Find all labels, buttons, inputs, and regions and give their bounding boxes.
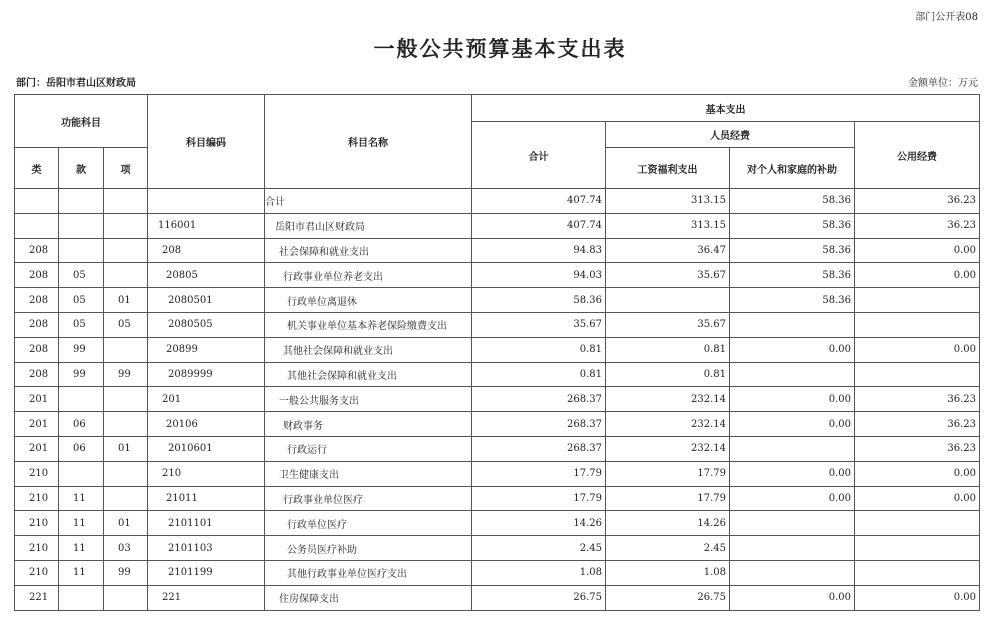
cell-name: 岳阳市君山区财政局 [265, 213, 472, 238]
cell-name: 其他社会保障和就业支出 [265, 337, 472, 362]
cell-public [855, 312, 980, 337]
cell-public: 0.00 [855, 238, 980, 263]
cell-kuan [59, 387, 104, 412]
table-row [15, 238, 980, 263]
cell-subsidy: 58.36 [730, 189, 855, 214]
header-personnel: 人员经费 [606, 122, 855, 148]
cell-public: 0.00 [855, 337, 980, 362]
cell-xiang [104, 585, 148, 610]
cell-name: 卫生健康支出 [265, 461, 472, 486]
cell-kuan: 11 [59, 560, 104, 585]
cell-total: 0.81 [472, 337, 606, 362]
table-row [15, 536, 980, 561]
cell-public [855, 511, 980, 536]
cell-subsidy: 58.36 [730, 288, 855, 313]
cell-code: 21011 [148, 486, 265, 511]
cell-lei: 208 [15, 337, 59, 362]
cell-wage: 0.81 [606, 337, 730, 362]
cell-total: 268.37 [472, 412, 606, 437]
table-row [15, 263, 980, 288]
cell-lei: 210 [15, 486, 59, 511]
cell-code: 20805 [148, 263, 265, 288]
cell-subsidy [730, 436, 855, 461]
cell-name: 行政事业单位养老支出 [265, 263, 472, 288]
cell-lei: 210 [15, 560, 59, 585]
cell-kuan: 06 [59, 412, 104, 437]
cell-lei: 221 [15, 585, 59, 610]
header-code: 科目编码 [148, 95, 265, 189]
header-public: 公用经费 [855, 122, 980, 189]
cell-total: 407.74 [472, 213, 606, 238]
cell-xiang [104, 337, 148, 362]
cell-wage: 232.14 [606, 387, 730, 412]
table-row [15, 213, 980, 238]
cell-name: 其他社会保障和就业支出 [265, 362, 472, 387]
cell-wage: 313.15 [606, 213, 730, 238]
cell-name: 住房保障支出 [265, 585, 472, 610]
table-row [15, 486, 980, 511]
cell-wage: 313.15 [606, 189, 730, 214]
cell-lei: 201 [15, 436, 59, 461]
cell-kuan: 05 [59, 263, 104, 288]
cell-lei: 210 [15, 461, 59, 486]
cell-wage: 232.14 [606, 412, 730, 437]
cell-subsidy: 0.00 [730, 461, 855, 486]
cell-xiang [104, 213, 148, 238]
cell-public [855, 362, 980, 387]
cell-kuan: 11 [59, 511, 104, 536]
cell-public [855, 288, 980, 313]
department-label: 部门：岳阳市君山区财政局 [16, 78, 136, 89]
cell-xiang [104, 263, 148, 288]
cell-public: 36.23 [855, 189, 980, 214]
cell-total: 94.83 [472, 238, 606, 263]
header-basic: 基本支出 [472, 95, 980, 122]
cell-wage: 14.26 [606, 511, 730, 536]
cell-total: 0.81 [472, 362, 606, 387]
cell-subsidy: 0.00 [730, 585, 855, 610]
cell-total: 35.67 [472, 312, 606, 337]
cell-total: 58.36 [472, 288, 606, 313]
cell-kuan: 99 [59, 362, 104, 387]
cell-lei: 210 [15, 536, 59, 561]
table-row [15, 585, 980, 610]
cell-kuan [59, 189, 104, 214]
cell-total: 1.08 [472, 560, 606, 585]
cell-code: 208 [148, 238, 265, 263]
cell-subsidy: 0.00 [730, 337, 855, 362]
cell-public [855, 560, 980, 585]
cell-kuan [59, 585, 104, 610]
table-row [15, 312, 980, 337]
cell-xiang: 99 [104, 560, 148, 585]
cell-total: 94.03 [472, 263, 606, 288]
cell-name: 财政事务 [265, 412, 472, 437]
header-subsidy: 对个人和家庭的补助 [730, 148, 855, 189]
cell-code: 221 [148, 585, 265, 610]
cell-kuan: 11 [59, 536, 104, 561]
cell-subsidy: 0.00 [730, 486, 855, 511]
cell-wage: 17.79 [606, 486, 730, 511]
cell-lei: 208 [15, 288, 59, 313]
cell-public: 36.23 [855, 387, 980, 412]
cell-public: 0.00 [855, 585, 980, 610]
cell-subsidy [730, 362, 855, 387]
cell-name: 公务员医疗补助 [265, 536, 472, 561]
cell-code: 2101103 [148, 536, 265, 561]
cell-lei: 201 [15, 412, 59, 437]
cell-xiang [104, 238, 148, 263]
cell-name: 合计 [265, 189, 472, 214]
cell-code: 2101101 [148, 511, 265, 536]
cell-code: 210 [148, 461, 265, 486]
table-row [15, 387, 980, 412]
header-func-subject: 功能科目 [15, 95, 148, 148]
cell-kuan: 11 [59, 486, 104, 511]
cell-wage: 35.67 [606, 312, 730, 337]
cell-public: 36.23 [855, 213, 980, 238]
cell-total: 407.74 [472, 189, 606, 214]
cell-wage: 0.81 [606, 362, 730, 387]
cell-code: 116001 [148, 213, 265, 238]
form-number: 部门公开表08 [915, 12, 978, 23]
cell-wage: 1.08 [606, 560, 730, 585]
cell-subsidy: 0.00 [730, 412, 855, 437]
cell-public: 0.00 [855, 486, 980, 511]
cell-kuan: 99 [59, 337, 104, 362]
cell-name: 机关事业单位基本养老保险缴费支出 [265, 312, 472, 337]
cell-kuan: 05 [59, 312, 104, 337]
cell-total: 268.37 [472, 436, 606, 461]
cell-wage [606, 288, 730, 313]
cell-subsidy [730, 536, 855, 561]
cell-code: 201 [148, 387, 265, 412]
cell-wage: 232.14 [606, 436, 730, 461]
cell-code: 2010601 [148, 436, 265, 461]
table-row [15, 189, 980, 214]
cell-kuan: 05 [59, 288, 104, 313]
header-wage: 工资福利支出 [606, 148, 730, 189]
cell-subsidy [730, 560, 855, 585]
cell-code: 2080501 [148, 288, 265, 313]
table-row [15, 560, 980, 585]
cell-name: 其他行政事业单位医疗支出 [265, 560, 472, 585]
table-row [15, 362, 980, 387]
cell-xiang: 01 [104, 436, 148, 461]
table-body [15, 189, 980, 611]
cell-kuan: 06 [59, 436, 104, 461]
cell-code [148, 189, 265, 214]
header-name: 科目名称 [265, 95, 472, 189]
cell-total: 17.79 [472, 486, 606, 511]
header-xiang: 项 [104, 148, 148, 189]
cell-lei: 208 [15, 263, 59, 288]
cell-subsidy: 58.36 [730, 213, 855, 238]
cell-xiang [104, 387, 148, 412]
cell-name: 行政运行 [265, 436, 472, 461]
cell-public [855, 536, 980, 561]
cell-name: 行政单位离退休 [265, 288, 472, 313]
cell-name: 一般公共服务支出 [265, 387, 472, 412]
cell-public: 36.23 [855, 436, 980, 461]
cell-xiang: 99 [104, 362, 148, 387]
cell-subsidy: 58.36 [730, 238, 855, 263]
cell-wage: 36.47 [606, 238, 730, 263]
cell-public: 0.00 [855, 263, 980, 288]
cell-code: 2101199 [148, 560, 265, 585]
table-row [15, 412, 980, 437]
cell-subsidy [730, 312, 855, 337]
cell-lei: 208 [15, 312, 59, 337]
cell-total: 2.45 [472, 536, 606, 561]
cell-lei [15, 189, 59, 214]
unit-label: 金额单位：万元 [908, 78, 978, 89]
cell-wage: 35.67 [606, 263, 730, 288]
cell-public: 0.00 [855, 461, 980, 486]
cell-name: 行政单位医疗 [265, 511, 472, 536]
cell-total: 26.75 [472, 585, 606, 610]
cell-lei [15, 213, 59, 238]
cell-wage: 2.45 [606, 536, 730, 561]
table-row [15, 337, 980, 362]
cell-xiang: 03 [104, 536, 148, 561]
cell-kuan [59, 213, 104, 238]
cell-subsidy: 0.00 [730, 387, 855, 412]
table-row [15, 288, 980, 313]
page-title: 一般公共预算基本支出表 [373, 37, 627, 61]
cell-xiang: 01 [104, 511, 148, 536]
cell-kuan [59, 238, 104, 263]
table-row [15, 511, 980, 536]
cell-lei: 201 [15, 387, 59, 412]
cell-code: 2089999 [148, 362, 265, 387]
cell-name: 行政事业单位医疗 [265, 486, 472, 511]
cell-lei: 210 [15, 511, 59, 536]
cell-subsidy [730, 511, 855, 536]
cell-public: 36.23 [855, 412, 980, 437]
header-total: 合计 [472, 122, 606, 189]
budget-table [14, 94, 980, 611]
cell-lei: 208 [15, 238, 59, 263]
cell-total: 268.37 [472, 387, 606, 412]
cell-name: 社会保障和就业支出 [265, 238, 472, 263]
cell-xiang: 05 [104, 312, 148, 337]
table-row [15, 436, 980, 461]
cell-wage: 26.75 [606, 585, 730, 610]
cell-xiang: 01 [104, 288, 148, 313]
cell-code: 20899 [148, 337, 265, 362]
cell-wage: 17.79 [606, 461, 730, 486]
cell-kuan [59, 461, 104, 486]
header-lei: 类 [15, 148, 59, 189]
cell-code: 20106 [148, 412, 265, 437]
header-kuan: 款 [59, 148, 104, 189]
cell-xiang [104, 412, 148, 437]
cell-code: 2080505 [148, 312, 265, 337]
cell-xiang [104, 486, 148, 511]
cell-lei: 208 [15, 362, 59, 387]
cell-subsidy: 58.36 [730, 263, 855, 288]
cell-xiang [104, 189, 148, 214]
cell-total: 17.79 [472, 461, 606, 486]
table-row [15, 461, 980, 486]
cell-xiang [104, 461, 148, 486]
cell-total: 14.26 [472, 511, 606, 536]
